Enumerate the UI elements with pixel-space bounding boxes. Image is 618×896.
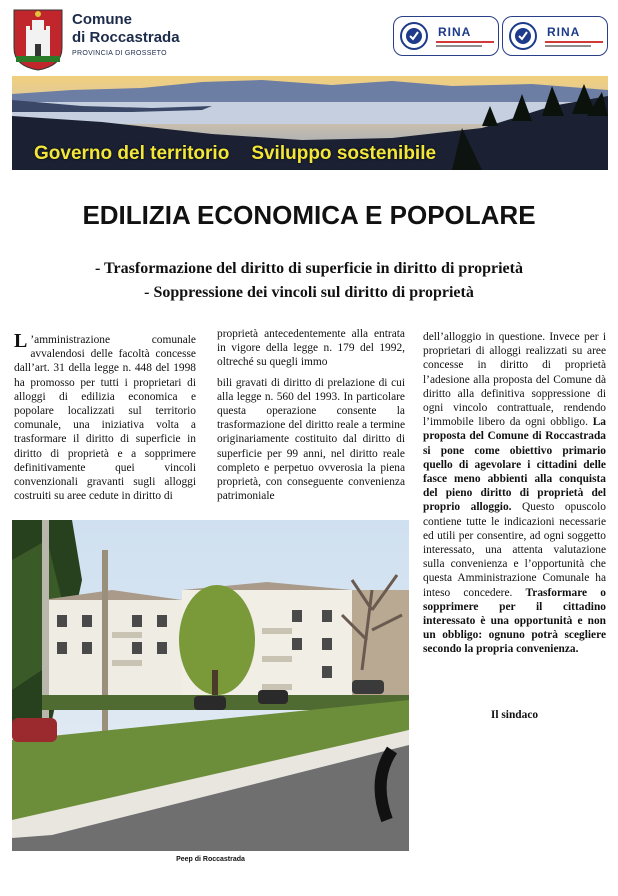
municipality-line1: Comune [72, 11, 132, 28]
cert-stripe [436, 45, 482, 47]
rina-certification-badge [502, 16, 608, 56]
landscape-banner [12, 76, 608, 170]
paragraph [14, 330, 196, 503]
subtitle-1: - Trasformazione del diritto di superficie in diritto di proprietà [95, 260, 523, 277]
cert-stripe [436, 41, 494, 43]
bold-text: Trasformare o sopprimere per il cittadino interessato è una opportunità e non un obbligo: ognuno potrà scegliere secondo la propria convenienza. [423, 586, 606, 656]
cert-stripe [545, 45, 591, 47]
municipality-line2: di Roccastrada [72, 29, 180, 46]
bold-text: La proposta del Comune di Roccastrada si pone come obiettivo primario quello di agevolare i cittadini delle fasce meno abbienti alla conquista del pieno diritto di proprietà del proprio alloggio. [423, 416, 606, 514]
municipality-name [72, 11, 180, 57]
drop-cap: L [14, 330, 28, 352]
certification-seal-icon [399, 21, 429, 51]
housing-photo [12, 520, 409, 851]
signature: Il sindaco [490, 709, 539, 721]
page-title: EDILIZIA ECONOMICA E POPOLARE [82, 200, 536, 230]
banner-left-text: Governo del territorio [34, 143, 230, 164]
photo-caption: Peep di Roccastrada [176, 856, 245, 863]
text-column-3 [423, 330, 606, 663]
rina-label: RINA [547, 25, 581, 39]
paragraph-text: dell’alloggio in questione. Invece per i proprietari di alloggi realizzati su aree concesse in diritto di proprietà l’adesione alla proposta del Comune dà diritto alla definitiva soppressione di ogni vincolo contrattuale, rendendo l’immobile libero da ogni obbligo. [423, 331, 606, 429]
banner-slogan [34, 143, 436, 165]
paragraph-text: Questo opuscolo contiene tutte le indicazioni necessarie ed utili per consentire, ad ogni soggetto interessato, una attenta valutazione sulla convenienza e l’opportunità che questa Amministrazione Comunale ha inteso concedere. [423, 501, 606, 599]
certification-seal-icon [508, 21, 538, 51]
cert-stripe [545, 41, 603, 43]
paragraph-text: ’amministrazione comunale avvalendosi delle facoltà concesse dall’art. 31 della legge n. 448 del 1998 ha promosso per tutti i proprietari di alloggi di edilizia economica e popolare localizzati sul territorio comunale, una iniziativa volta a trasformare il diritto di superficie in diritto di proprietà e a sopprimere definitivamente quei vincoli convenzionali gravanti sugli alloggi costruiti su aree cedute in diritto di [14, 334, 196, 503]
rina-label: RINA [438, 25, 472, 39]
housing-photo-image [12, 520, 409, 851]
paragraph [423, 330, 606, 657]
paragraph: bili gravati di diritto di prelazione di cui alla legge n. 560 del 1993. In particolare questa operazione consente la trasformazione del diritto reale a termine originariamente costituito dal diritto di superficie per 99 anni, nel diritto reale completo e perpetuo ovverosia la piena proprietà, con conseguente convenienza patrimoniale [217, 376, 405, 503]
text-column-1 [14, 330, 196, 509]
rina-certification-badge [393, 16, 499, 56]
paragraph: proprietà antecedentemente alla entrata in vigore della legge n. 179 del 1992, oltreché su quegli immo [217, 328, 405, 369]
subtitle-2: - Soppressione dei vincoli sul diritto di proprietà [144, 284, 474, 301]
town-crest-logo [12, 8, 64, 72]
banner-right-text: Sviluppo sostenibile [251, 143, 437, 164]
text-column-2 [217, 327, 405, 509]
province-label: PROVINCIA DI GROSSETO [72, 50, 167, 57]
